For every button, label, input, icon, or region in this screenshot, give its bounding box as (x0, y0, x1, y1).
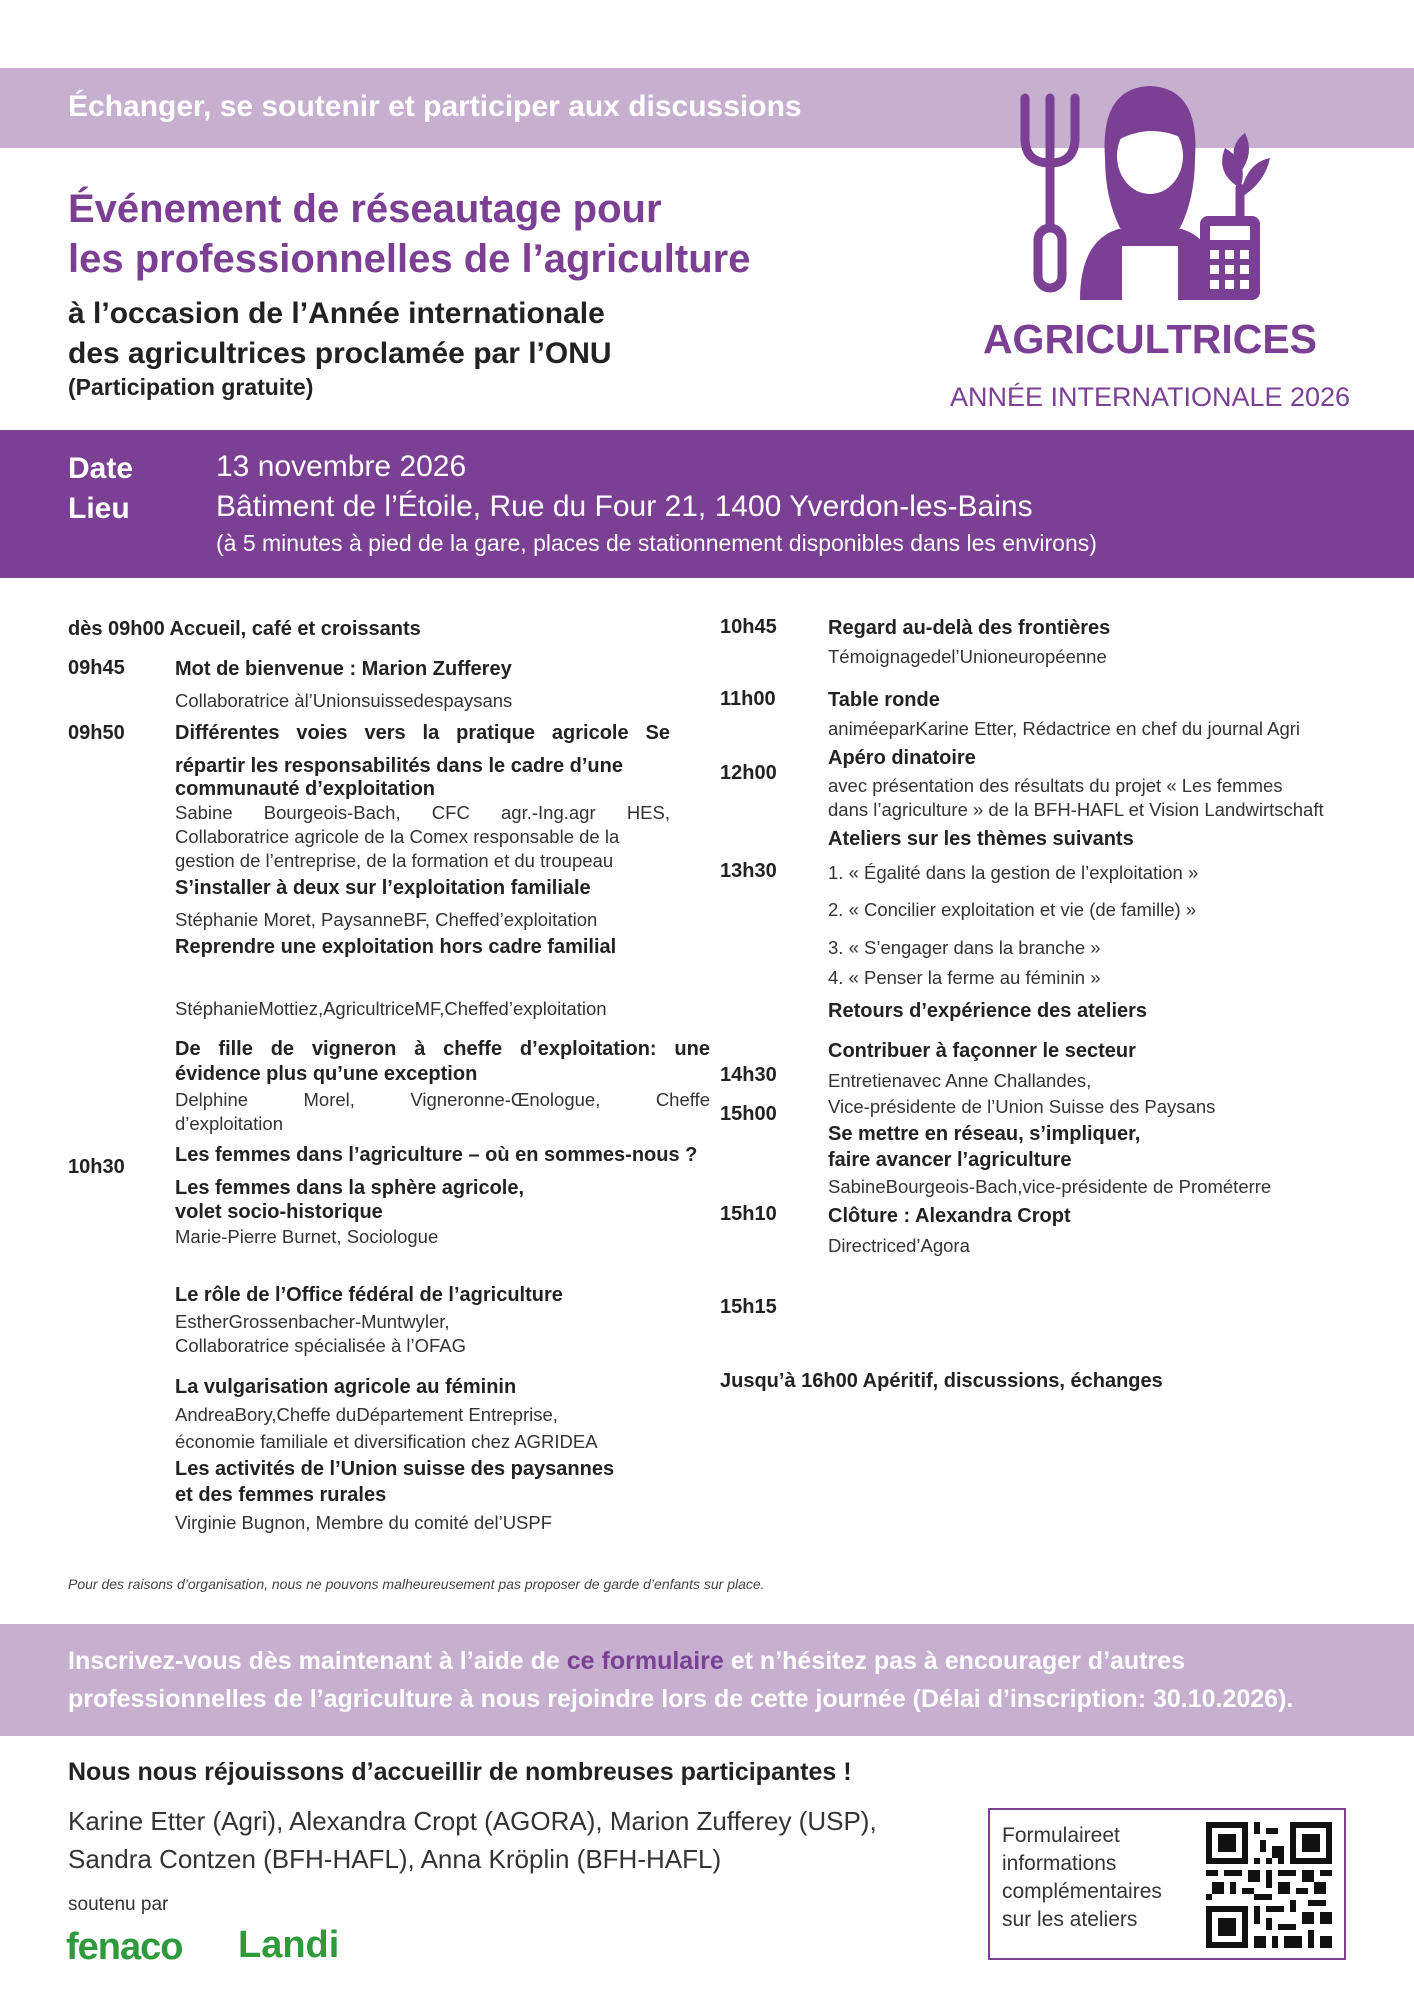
final-apero: Jusqu’à 16h00 Apéritif, discussions, échanges (720, 1370, 1163, 1392)
info-band (0, 430, 1414, 578)
registration-form-link[interactable]: ce formulaire (566, 1647, 724, 1675)
qr-code-icon[interactable] (1206, 1822, 1332, 1948)
feedback-title: Retours d’expérience des ateliers (828, 1000, 1148, 1022)
resp-speaker-2: Collaboratrice agricole de la Comex responsable de la (175, 826, 620, 847)
round-table-speaker: animéeparKarine Etter, Rédactrice en chef du journal Agri (828, 718, 1301, 739)
time-1510: 15h10 (720, 1203, 777, 1225)
time-1100: 11h00 (720, 688, 776, 710)
time-1500: 15h00 (720, 1103, 777, 1125)
lunch-title: Apéro dinatoire (828, 747, 976, 769)
time-1330: 13h30 (720, 860, 777, 882)
time-1200: 12h00 (720, 762, 777, 784)
qr-caption: Formulaireet informations complémentaires sur les ateliers (1002, 1824, 1162, 1931)
supported-by-label: soutenu par (68, 1894, 169, 1915)
round-table-title: Table ronde (828, 689, 940, 711)
install-speaker: Stéphanie Moret, PaysanneBF, Cheffed’exploitation (175, 909, 598, 930)
shape-speaker-2: Vice-présidente de l’Union Suisse des Paysans (828, 1096, 1216, 1117)
resp-title-1: répartir les responsabilités dans le cadre d’une (175, 755, 623, 777)
time-1430: 14h30 (720, 1064, 777, 1086)
uspf-title-2: et des femmes rurales (175, 1484, 387, 1506)
closing-speaker: Directriced’Agora (828, 1235, 970, 1256)
time-1030: 10h30 (68, 1156, 125, 1178)
closing-title: Clôture : Alexandra Cropt (828, 1205, 1071, 1227)
resp-speaker-3: gestion de l’entreprise, de la formation et du troupeau (175, 850, 614, 871)
tagline: Échanger, se soutenir et participer aux discussions (68, 90, 802, 123)
time-0945: 09h45 (68, 657, 125, 679)
vulg-speaker-2: économie familiale et diversification chez AGRIDEA (175, 1431, 598, 1452)
time-0950: 09h50 (68, 722, 125, 744)
workshops-title: Ateliers sur les thèmes suivants (828, 828, 1134, 850)
workshop-item-3: 3. « S’engager dans la branche » (828, 937, 1101, 958)
women-title: Les femmes dans l’agriculture – où en sommes-nous ? (175, 1144, 698, 1166)
network-title-2: faire avancer l’agriculture (828, 1149, 1072, 1171)
free-participation: (Participation gratuite) (68, 374, 314, 400)
vigneron-title-1: De fille de vigneron à cheffe d’exploitation: une (175, 1038, 710, 1060)
shape-speaker-1: Entretienavec Anne Challandes, (828, 1070, 1092, 1091)
ways-title: Différentes voies vers la pratique agricole Se (175, 722, 670, 744)
network-title-1: Se mettre en réseau, s’impliquer, (828, 1123, 1141, 1145)
time-1515: 15h15 (720, 1296, 777, 1318)
time-1045: 10h45 (720, 616, 777, 638)
ofag-speaker-2: Collaboratrice spécialisée à l’OFAG (175, 1335, 466, 1356)
brand-subtitle: ANNÉE INTERNATIONALE 2026 (949, 382, 1351, 412)
lunch-desc-1: avec présentation des résultats du projet « Les femmes (828, 775, 1283, 796)
fenaco-logo: fenaco (66, 1926, 183, 1968)
sphere-speaker: Marie-Pierre Burnet, Sociologue (175, 1226, 439, 1247)
registration-text: Inscrivez-vous dès maintenant à l’aide de ce formulaire et n’hésitez pas à encourager d’autres professionnelles de l’agriculture à nous rejoindre lors de cette journée (Délai d’inscription: 30.10.2026). (68, 1647, 1294, 1713)
takeover-speaker: StéphanieMottiez,AgricultriceMF,Cheffed’exploitation (175, 998, 607, 1019)
vigneron-speaker-1: Delphine Morel, Vigneronne-Œnologue, Cheffe (175, 1089, 710, 1110)
workshop-item-4: 4. « Penser la ferme au féminin » (828, 967, 1101, 988)
borders-speaker: Témoignagedel’Unioneuropéenne (828, 646, 1107, 667)
farmer-woman-icon (1010, 78, 1280, 303)
place-value: Bâtiment de l’Étoile, Rue du Four 21, 1400 Yverdon-les-Bains (216, 490, 1033, 523)
network-speaker: SabineBourgeois-Bach,vice-présidente de Prométerre (828, 1176, 1272, 1197)
vigneron-title-2: évidence plus qu’une exception (175, 1063, 478, 1085)
uspf-title-1: Les activités de l’Union suisse des paysannes (175, 1458, 615, 1480)
workshop-item-2: 2. « Concilier exploitation et vie (de famille) » (828, 899, 1197, 920)
sphere-title-1: Les femmes dans la sphère agricole, (175, 1177, 525, 1199)
vulg-title: La vulgarisation agricole au féminin (175, 1376, 517, 1398)
welcome-coffee: dès 09h00 Accueil, café et croissants (68, 618, 421, 640)
organizers: Karine Etter (Agri), Alexandra Cropt (AGORA), Marion Zufferey (USP), Sandra Contzen (BFH-HAFL), Anna Kröplin (BFH-HAFL) (68, 1806, 877, 1874)
landi-logo: Landi (238, 1924, 340, 1966)
brand-name: AGRICULTRICES (982, 316, 1318, 362)
place-label: Lieu (68, 492, 130, 525)
vulg-speaker-1: AndreaBory,Cheffe duDépartement Entreprise, (175, 1404, 558, 1425)
page-title: Événement de réseautage pour les professionnelles de l’agriculture (68, 187, 751, 281)
registration-band (0, 1624, 1414, 1736)
takeover-title: Reprendre une exploitation hors cadre familial (175, 936, 617, 958)
date-value: 13 novembre 2026 (216, 450, 467, 483)
page-subtitle: à l’occasion de l’Année internationale des agricultrices proclamée par l’ONU (68, 297, 612, 370)
sphere-title-2: volet socio-historique (175, 1201, 383, 1223)
welcome-talk-speaker: Collaboratrice àl’Unionsuissedespaysans (175, 690, 513, 711)
childcare-disclaimer: Pour des raisons d’organisation, nous ne pouvons malheureusement pas proposer de garde d’enfants sur place. (68, 1576, 765, 1592)
lunch-desc-2: dans l’agriculture » de la BFH-HAFL et Vision Landwirtschaft (828, 799, 1324, 820)
shape-title: Contribuer à façonner le secteur (828, 1040, 1136, 1062)
place-note: (à 5 minutes à pied de la gare, places de stationnement disponibles dans les environs) (216, 530, 1097, 556)
vigneron-speaker-2: d’exploitation (175, 1113, 283, 1134)
uspf-speaker: Virginie Bugnon, Membre du comité del’USPF (175, 1512, 553, 1533)
install-title: S’installer à deux sur l’exploitation familiale (175, 877, 591, 899)
welcome-talk-title: Mot de bienvenue : Marion Zufferey (175, 658, 512, 680)
workshop-item-1: 1. « Égalité dans la gestion de l’exploitation » (828, 862, 1199, 883)
qr-info-box (988, 1808, 1346, 1960)
borders-title: Regard au-delà des frontières (828, 617, 1111, 639)
welcome-message: Nous nous réjouissons d’accueillir de nombreuses participantes ! (68, 1758, 852, 1786)
ofag-speaker-1: EstherGrossenbacher-Muntwyler, (175, 1311, 450, 1332)
resp-title-2: communauté d’exploitation (175, 778, 436, 800)
ofag-title: Le rôle de l’Office fédéral de l’agriculture (175, 1284, 563, 1306)
resp-speaker-1: Sabine Bourgeois-Bach, CFC agr.-Ing.agr HES, (175, 802, 670, 823)
date-label: Date (68, 452, 134, 485)
